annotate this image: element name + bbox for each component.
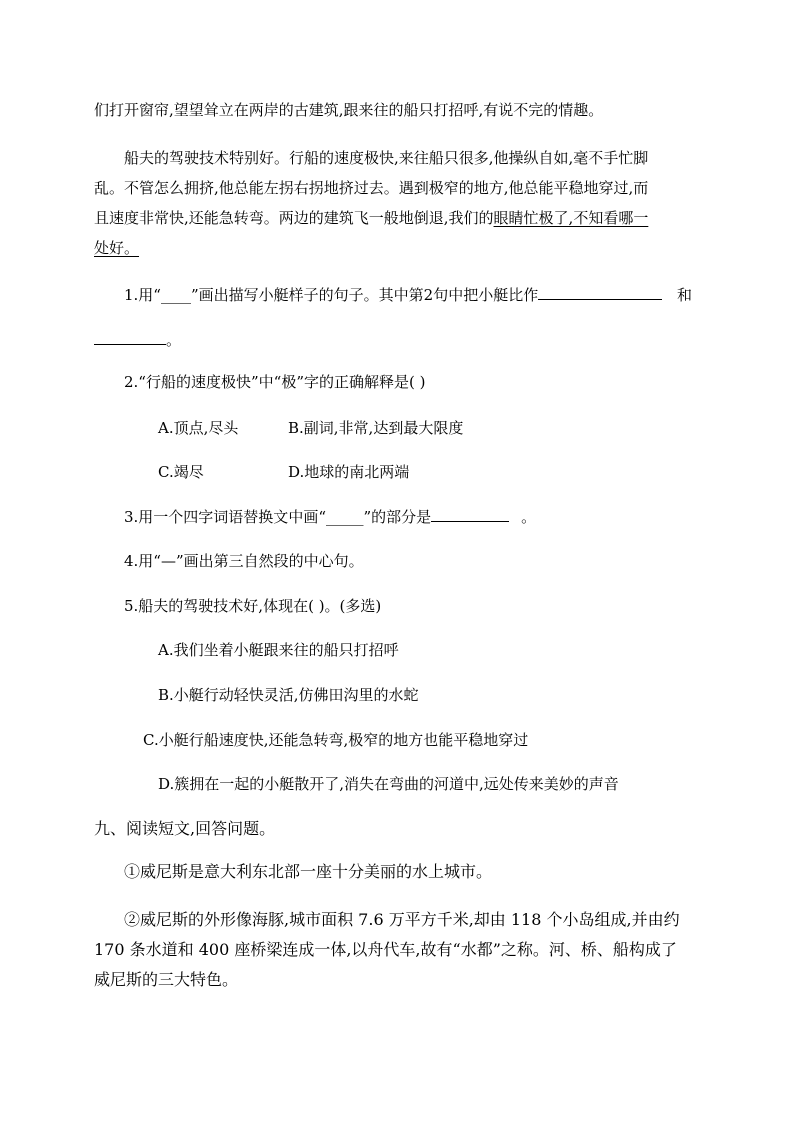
option-d[interactable]: D.簇拥在一起的小艇散开了,消失在弯曲的河道中,远处传来美妙的声音 xyxy=(158,775,619,793)
question-text: 1.用“____”画出描写小艇样子的句子。其中第2句中把小艇比作 xyxy=(124,286,539,304)
question-4: 4.用“—”画出第三自然段的中心句。 xyxy=(124,552,364,570)
answer-blank[interactable] xyxy=(538,285,662,300)
question-stem: 2.“行船的速度极快”中“极”字的正确解释是( ) xyxy=(124,373,426,391)
answer-blank[interactable] xyxy=(431,507,509,522)
question-stem: 5.船夫的驾驶技术好,体现在( )。(多选) xyxy=(124,597,382,615)
question-text: 和 xyxy=(677,286,693,304)
option-c[interactable]: C.小艇行船速度快,还能急转弯,极窄的地方也能平稳地穿过 xyxy=(143,731,529,749)
question-text: 。 xyxy=(166,331,182,349)
option-a[interactable]: A.顶点,尽头 xyxy=(158,419,239,437)
option-d[interactable]: D.地球的南北两端 xyxy=(288,463,410,481)
paragraph-2-line: ②威尼斯的外形像海豚,城市面积 7.6 万平方千米,却由 118 个小岛组成,并由约 xyxy=(124,910,680,929)
passage-line: 乱。不管怎么拥挤,他总能左拐右拐地挤过去。遇到极窄的地方,他总能平稳地穿过,而 xyxy=(94,179,649,197)
option-b[interactable]: B.副词,非常,达到最大限度 xyxy=(288,419,464,437)
passage-line: 们打开窗帘,望望耸立在两岸的古建筑,跟来往的船只打招呼,有说不完的情趣。 xyxy=(94,101,604,119)
passage-text: 且速度非常快,还能急转弯。两边的建筑飞一般地倒退,我们的 xyxy=(94,209,494,227)
question-text: 。 xyxy=(521,508,537,526)
paragraph-2-line: 威尼斯的三大特色。 xyxy=(94,970,239,989)
paragraph-1: ①威尼斯是意大利东北部一座十分美丽的水上城市。 xyxy=(124,862,493,881)
underlined-text: 处好。 xyxy=(94,239,140,257)
question-text: 3.用一个四字词语替换文中画“_____”的部分是 xyxy=(124,508,432,526)
option-c[interactable]: C.竭尽 xyxy=(158,463,204,481)
answer-blank[interactable] xyxy=(94,330,166,345)
underlined-text: 眼睛忙极了,不知看哪一 xyxy=(493,209,649,227)
paragraph-2-line: 170 条水道和 400 座桥梁连成一体,以舟代车,故有“水都”之称。河、桥、船构成了 xyxy=(94,940,677,959)
passage-line xyxy=(94,208,648,228)
section-heading: 九、阅读短文,回答问题。 xyxy=(94,819,276,838)
option-b[interactable]: B.小艇行动轻快灵活,仿佛田沟里的水蛇 xyxy=(158,686,419,704)
option-a[interactable]: A.我们坐着小艇跟来往的船只打招呼 xyxy=(158,641,399,659)
passage-line xyxy=(94,238,139,258)
passage-line: 船夫的驾驶技术特别好。行船的速度极快,来往船只很多,他操纵自如,毫不手忙脚 xyxy=(124,149,649,167)
